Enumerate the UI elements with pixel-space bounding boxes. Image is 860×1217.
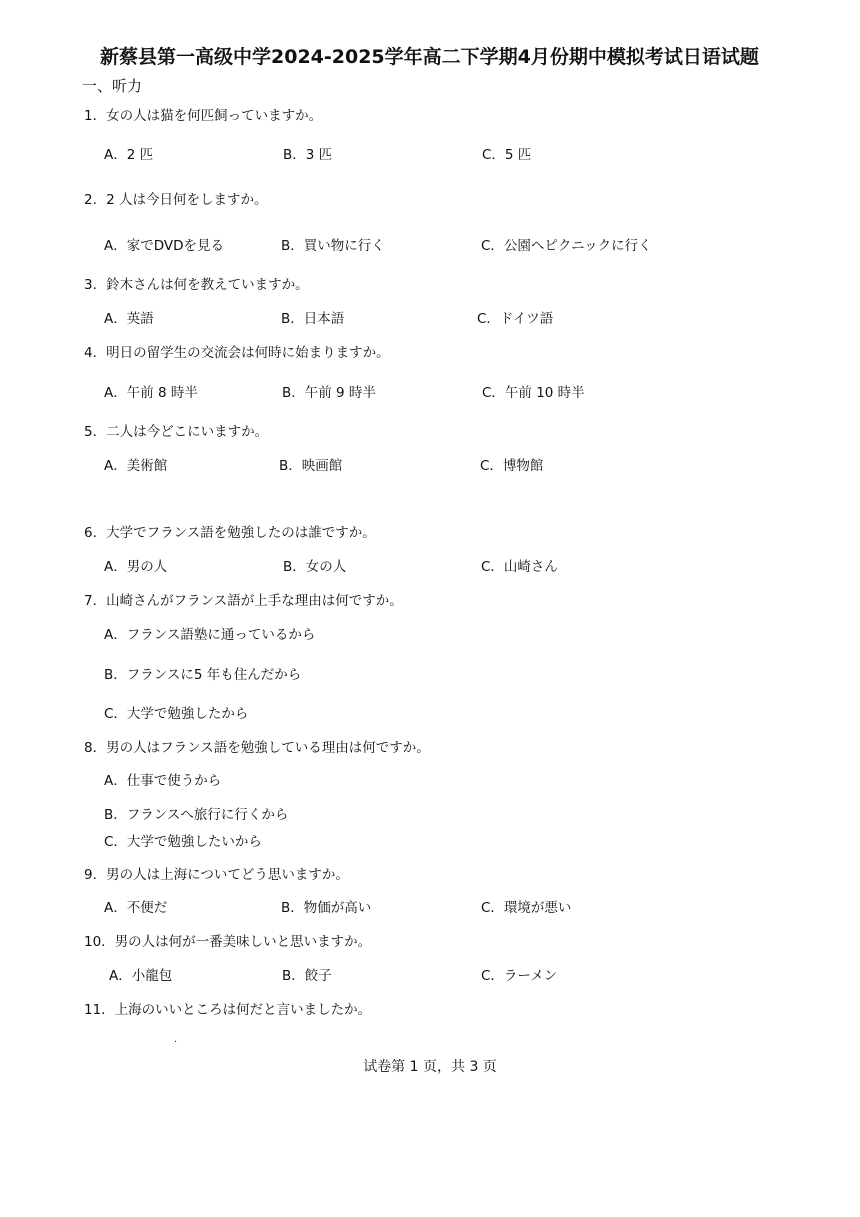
option-a: A．英語 bbox=[104, 311, 154, 327]
question-6 bbox=[84, 521, 376, 541]
stray-mark: . bbox=[174, 1034, 178, 1045]
question-7 bbox=[84, 589, 403, 609]
option-c: C．ドイツ語 bbox=[477, 311, 554, 327]
question-number: 6． bbox=[84, 525, 107, 541]
question-number: 9． bbox=[84, 867, 107, 883]
section-heading: 一、听力 bbox=[82, 77, 143, 95]
question-text: 明日の留学生の交流会は何時に始まりますか。 bbox=[106, 345, 390, 361]
page-footer: 试卷第 1 页，共 3 页 bbox=[363, 1059, 497, 1075]
option-c: C．5 匹 bbox=[482, 147, 532, 163]
question-2 bbox=[84, 188, 267, 208]
question-4 bbox=[84, 341, 390, 361]
option-c: C．午前 10 時半 bbox=[482, 385, 585, 401]
question-text: 2 人は今日何をしますか。 bbox=[106, 192, 268, 208]
question-text: 鈴木さんは何を教えていますか。 bbox=[106, 277, 309, 293]
question-number: 11． bbox=[84, 1002, 115, 1018]
option-a: A．男の人 bbox=[104, 559, 168, 575]
question-number: 8． bbox=[84, 740, 107, 756]
option-c: C．博物館 bbox=[480, 458, 544, 474]
question-11 bbox=[84, 998, 371, 1018]
question-text: 山崎さんがフランス語が上手な理由は何ですか。 bbox=[106, 593, 403, 609]
question-number: 4． bbox=[84, 345, 107, 361]
question-text: 大学でフランス語を勉強したのは誰ですか。 bbox=[106, 525, 376, 541]
option-b: B．女の人 bbox=[283, 559, 347, 575]
option-a: A．午前 8 時半 bbox=[104, 385, 198, 401]
option-a: A．フランス語塾に通っているから bbox=[104, 627, 316, 643]
question-text: 男の人は何が一番美味しいと思いますか。 bbox=[114, 934, 372, 950]
option-c: C．ラーメン bbox=[481, 968, 558, 984]
option-c: C．公園へピクニックに行く bbox=[481, 238, 652, 254]
option-b: B．買い物に行く bbox=[281, 238, 385, 254]
question-number: 3． bbox=[84, 277, 107, 293]
option-b: B．物価が高い bbox=[281, 900, 372, 916]
option-a: A．美術館 bbox=[104, 458, 168, 474]
page-title: 新蔡县第一高级中学2024-2025学年高二下学期4月份期中模拟考试日语试题 bbox=[100, 46, 759, 68]
question-text: 上海のいいところは何だと言いましたか。 bbox=[114, 1002, 372, 1018]
question-number: 10． bbox=[84, 934, 115, 950]
option-a: A．2 匹 bbox=[104, 147, 154, 163]
option-b: B．餃子 bbox=[282, 968, 332, 984]
option-c: C．環境が悪い bbox=[481, 900, 572, 916]
question-5 bbox=[84, 420, 268, 440]
question-text: 男の人はフランス語を勉強している理由は何ですか。 bbox=[106, 740, 430, 756]
question-10 bbox=[84, 930, 371, 950]
question-text: 女の人は猫を何匹飼っていますか。 bbox=[106, 108, 323, 124]
option-a: A．不便だ bbox=[104, 900, 168, 916]
question-number: 5． bbox=[84, 424, 107, 440]
option-b: B．フランスに5 年も住んだから bbox=[104, 667, 302, 683]
question-3 bbox=[84, 273, 309, 293]
option-b: B．3 匹 bbox=[283, 147, 333, 163]
option-c: C．大学で勉強したいから bbox=[104, 834, 262, 850]
question-1 bbox=[84, 104, 322, 124]
option-a: A．仕事で使うから bbox=[104, 773, 222, 789]
option-b: B．フランスへ旅行に行くから bbox=[104, 807, 289, 823]
question-8 bbox=[84, 736, 430, 756]
option-b: B．日本語 bbox=[281, 311, 345, 327]
option-b: B．午前 9 時半 bbox=[282, 385, 376, 401]
question-9 bbox=[84, 863, 349, 883]
option-a: A．家でDVDを見る bbox=[104, 238, 225, 254]
option-c: C．山崎さん bbox=[481, 559, 558, 575]
option-b: B．映画館 bbox=[279, 458, 343, 474]
question-number: 1． bbox=[84, 108, 107, 124]
question-text: 二人は今どこにいますか。 bbox=[106, 424, 269, 440]
question-text: 男の人は上海についてどう思いますか。 bbox=[106, 867, 349, 883]
question-number: 2． bbox=[84, 192, 107, 208]
option-a: A．小龍包 bbox=[109, 968, 173, 984]
question-number: 7． bbox=[84, 593, 107, 609]
option-c: C．大学で勉強したから bbox=[104, 706, 249, 722]
